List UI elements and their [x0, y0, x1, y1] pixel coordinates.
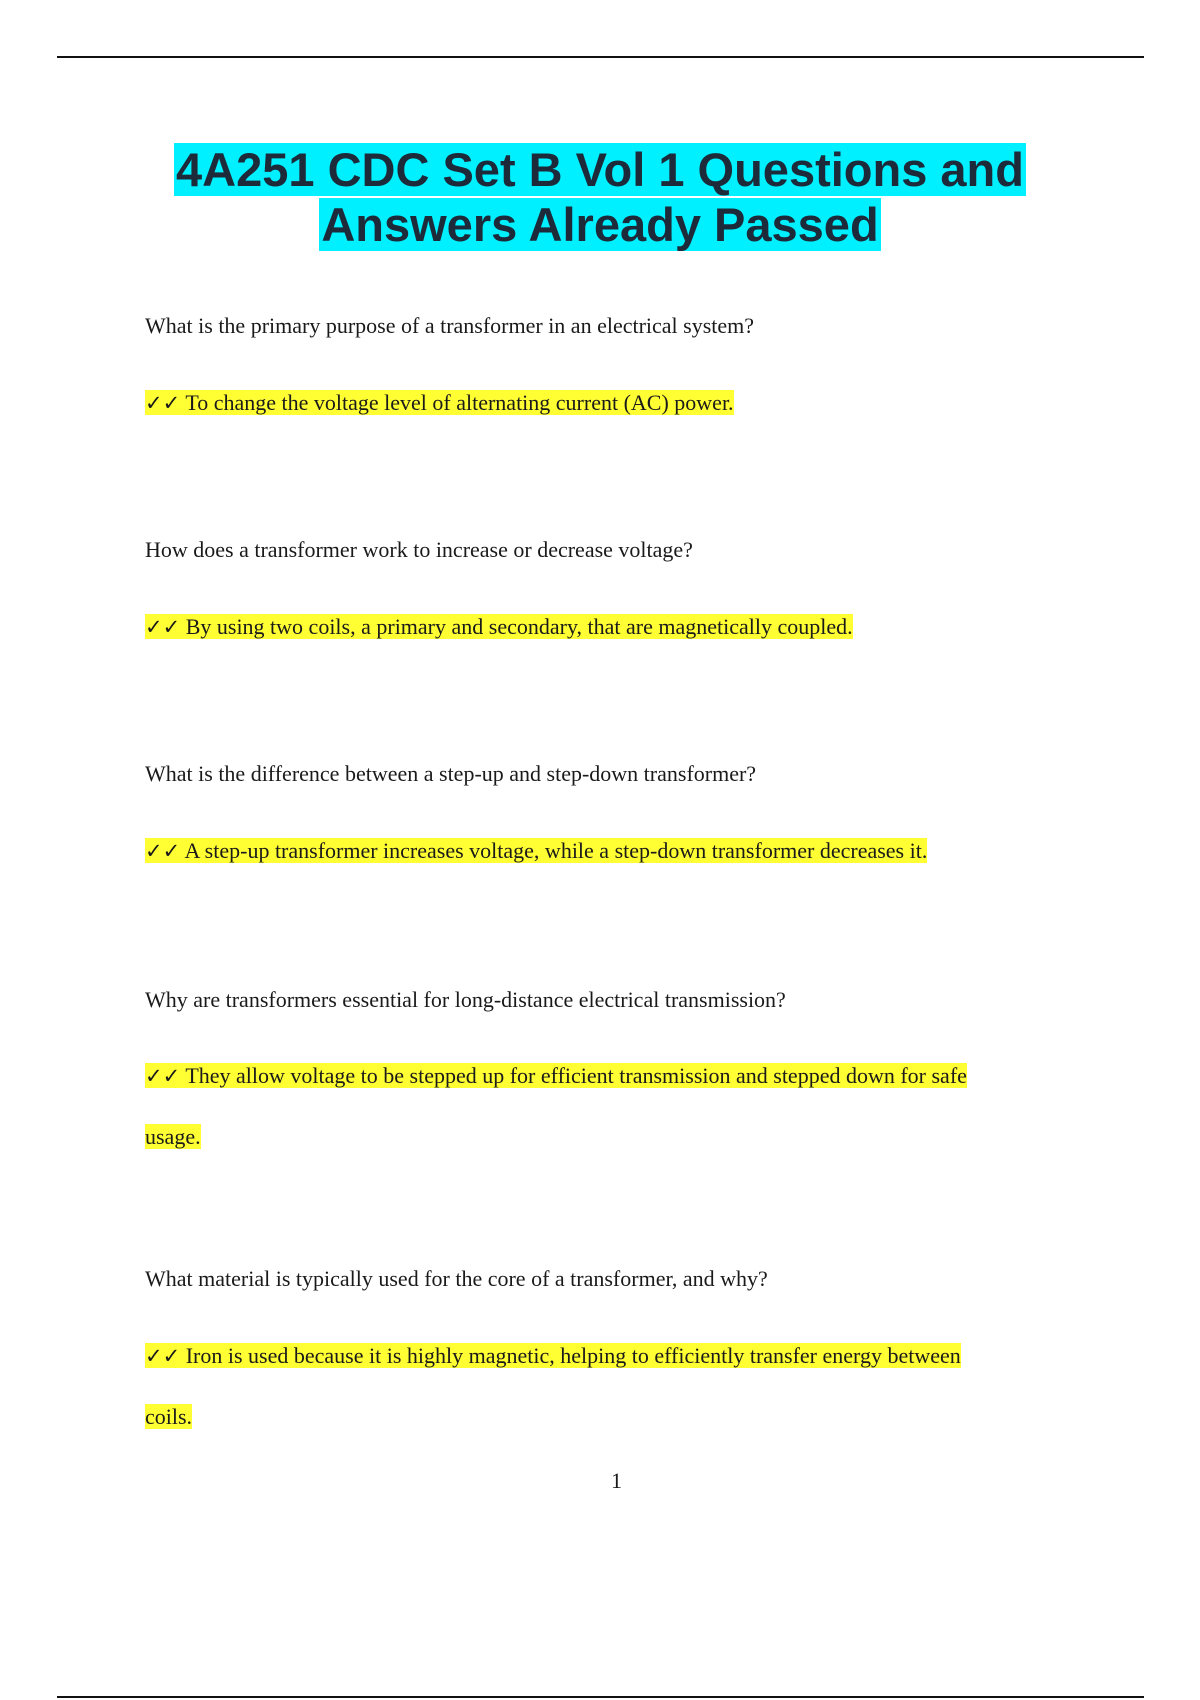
answer-5-line-2: coils. — [145, 1404, 193, 1429]
answer-4-line-2: usage. — [145, 1124, 201, 1149]
question-5: What material is typically used for the core of a transformer, and why? — [145, 1266, 768, 1291]
double-check-icon: ✓✓ — [145, 1344, 181, 1368]
question-4: Why are transformers essential for long-distance electrical transmission? — [145, 987, 786, 1012]
question-3: What is the difference between a step-up and step-down transformer? — [145, 761, 757, 786]
top-rule — [57, 56, 1144, 58]
answer-4-line-1: ✓✓ They allow voltage to be stepped up for efficient transmission and stepped down for safe — [145, 1063, 967, 1088]
answer-3: ✓✓ A step-up transformer increases voltage, while a step-down transformer decreases it. — [145, 838, 928, 863]
page-number: 1 — [611, 1468, 622, 1493]
answer-2: ✓✓ By using two coils, a primary and secondary, that are magnetically coupled. — [145, 614, 853, 639]
double-check-icon: ✓✓ — [145, 615, 181, 639]
double-check-icon: ✓✓ — [145, 839, 181, 863]
answer-5-line-1: ✓✓ Iron is used because it is highly magnetic, helping to efficiently transfer energy between — [145, 1343, 961, 1368]
question-1: What is the primary purpose of a transformer in an electrical system? — [145, 313, 755, 338]
document-title — [0, 142, 1200, 252]
answer-1: ✓✓ To change the voltage level of alternating current (AC) power. — [145, 390, 734, 415]
title-line-1: 4A251 CDC Set B Vol 1 Questions and — [176, 143, 1024, 196]
title-line-2: Answers Already Passed — [321, 198, 879, 251]
bottom-rule — [57, 1696, 1144, 1698]
question-2: How does a transformer work to increase or decrease voltage? — [145, 537, 693, 562]
double-check-icon: ✓✓ — [145, 1064, 181, 1088]
double-check-icon: ✓✓ — [145, 391, 181, 415]
